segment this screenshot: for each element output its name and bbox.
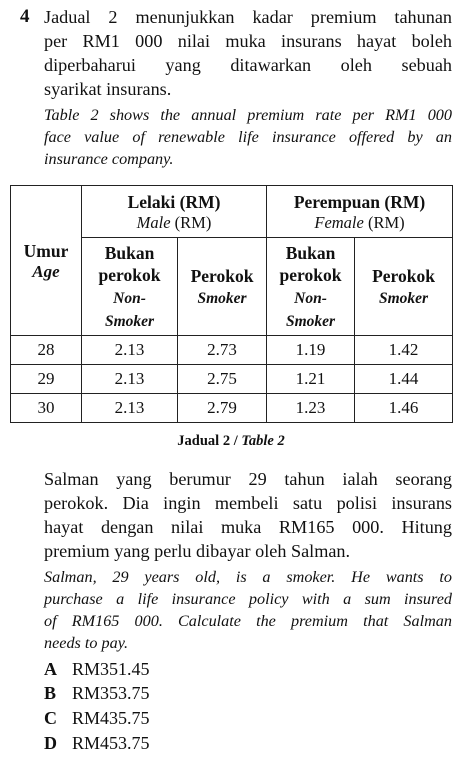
body-malay-line: perokok. Dia ingin membeli satu polisi insurans: [44, 493, 452, 513]
male-smoker-cell: 2.79: [178, 394, 267, 423]
option-letter: C: [44, 708, 57, 728]
nonsmoker-ms-1: Bukan: [285, 242, 336, 263]
table-caption: [0, 433, 462, 450]
nonsmoker-en-1: Non-: [294, 289, 327, 307]
body-malay-line: hayat dengan nilai muka RM165 000. Hitung: [44, 517, 452, 537]
male-nonsmoker-cell: 2.13: [82, 365, 178, 394]
nonsmoker-en-2: Smoker: [285, 312, 336, 330]
option-d[interactable]: [44, 731, 150, 755]
female-smoker-cell: 1.42: [355, 336, 453, 365]
smoker-ms: Perokok: [190, 265, 254, 286]
table-row: [11, 394, 453, 423]
intro-malay-line: Jadual 2 menunjukkan kadar premium tahunan: [44, 7, 452, 27]
intro-malay-line: diperbaharui yang ditawarkan oleh sebuah: [44, 55, 452, 75]
intro-english-line: Table 2 shows the annual premium rate per RM1 000: [44, 106, 452, 124]
table-row: [11, 365, 453, 394]
intro-english: [44, 104, 452, 170]
body-english-line: Salman, 29 years old, is a smoker. He wants to: [44, 568, 452, 586]
caption-en: Table 2: [241, 433, 285, 449]
intro-english-line: insurance company.: [44, 150, 174, 168]
nonsmoker-ms-1: Bukan: [104, 242, 155, 263]
body-malay-line: Salman yang berumur 29 tahun ialah seorang: [44, 469, 452, 489]
age-header: [11, 186, 82, 336]
female-smoker-header: [355, 238, 453, 336]
option-text: RM435.75: [72, 708, 150, 728]
question-number: 4: [20, 6, 30, 27]
male-smoker-header: [178, 238, 267, 336]
body-english-line: purchase a life insurance policy with a sum insured: [44, 590, 452, 608]
option-text: RM353.75: [72, 683, 150, 703]
intro-malay-line: per RM1 000 nilai muka insurans hayat boleh: [44, 31, 452, 51]
body-malay-line: premium yang perlu dibayar oleh Salman.: [44, 541, 351, 561]
option-text: RM351.45: [72, 659, 150, 679]
male-nonsmoker-header: [82, 238, 178, 336]
female-nonsmoker-cell: 1.23: [267, 394, 355, 423]
age-cell: 30: [11, 394, 82, 423]
age-cell: 29: [11, 365, 82, 394]
intro-malay: [44, 5, 452, 101]
male-nonsmoker-cell: 2.13: [82, 394, 178, 423]
option-a[interactable]: [44, 657, 150, 681]
caption-ms: Jadual 2 /: [177, 433, 238, 449]
male-header-en: Male: [136, 212, 171, 232]
smoker-ms: Perokok: [372, 265, 435, 286]
female-nonsmoker-header: [267, 238, 355, 336]
smoker-en: Smoker: [378, 289, 429, 307]
smoker-en: Smoker: [197, 289, 247, 307]
table-header-row: [11, 186, 453, 238]
male-header: [82, 186, 267, 238]
age-cell: 28: [11, 336, 82, 365]
option-letter: D: [44, 733, 57, 753]
male-header-ms: Lelaki (RM): [127, 191, 221, 212]
male-smoker-cell: 2.73: [178, 336, 267, 365]
female-header-ms: Perempuan (RM): [293, 191, 426, 212]
female-smoker-cell: 1.46: [355, 394, 453, 423]
premium-rate-table: [10, 185, 453, 423]
female-header: [267, 186, 453, 238]
male-header-rm: (RM): [174, 212, 212, 232]
table-row: [11, 336, 453, 365]
female-header-en: Female: [314, 212, 364, 232]
intro-english-line: face value of renewable life insurance offered by an: [44, 128, 452, 146]
option-letter: B: [44, 683, 57, 703]
option-text: RM453.75: [72, 733, 150, 753]
body-malay: [44, 467, 452, 563]
nonsmoker-ms-2: perokok: [279, 264, 342, 285]
body-english-line: of RM165 000. Calculate the premium that Salman: [44, 612, 452, 630]
body-english-line: needs to pay.: [44, 634, 129, 652]
nonsmoker-en-2: Smoker: [104, 312, 155, 330]
female-nonsmoker-cell: 1.21: [267, 365, 355, 394]
age-header-ms: Umur: [23, 240, 69, 261]
nonsmoker-en-1: Non-: [113, 289, 146, 307]
nonsmoker-ms-2: perokok: [98, 264, 161, 285]
body-english: [44, 566, 452, 654]
female-smoker-cell: 1.44: [355, 365, 453, 394]
female-nonsmoker-cell: 1.19: [267, 336, 355, 365]
option-c[interactable]: [44, 706, 150, 730]
intro-malay-line: syarikat insurans.: [44, 79, 172, 99]
male-nonsmoker-cell: 2.13: [82, 336, 178, 365]
option-letter: A: [44, 659, 57, 679]
option-b[interactable]: [44, 681, 150, 705]
female-header-rm: (RM): [367, 212, 405, 232]
age-header-en: Age: [32, 261, 60, 281]
male-smoker-cell: 2.75: [178, 365, 267, 394]
